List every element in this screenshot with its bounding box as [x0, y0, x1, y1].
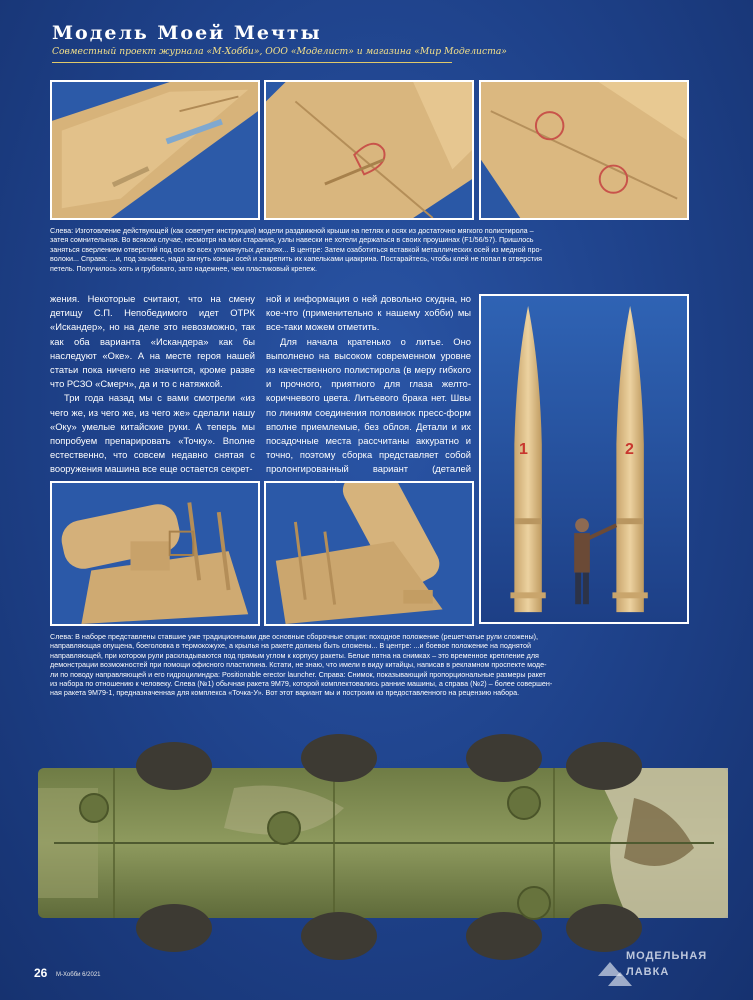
caption-bottom-line-3: направляющей, при котором рули раскладываются под прямым углом к корпусу ракеты. Белые пятна на снимках – это временное крепление для [50, 650, 539, 660]
page-number: 26 [34, 966, 48, 980]
caption-top-line-2: затея сомнительная. Во всяком случае, несмотря на мои старания, узлы навески не хотели держаться в своих проушинах (F1/56/57). Пришлось [50, 235, 534, 245]
body-left-paragraph-2: Три года назад мы с вами смотрели «из чего же, из чего же, из чего же» сделали нашу «Оку» умелые китайские руки. А теперь мы попробуем препарировать «Точку». Вполне естественно, что совсем недавно снятая с вооружения машина все еще остается секрет- [50, 392, 255, 475]
page-title: Модель Моей Мечты [52, 22, 322, 44]
body-column-middle [266, 292, 471, 491]
body-left-paragraph-1: жения. Некоторые считают, что на смену детищу С.П. Непобедимого идет ОТРК «Искандер», но на деле это невозможно, так как оба варианта «Искандера» как бы наследуют «Оке». А на месте героя нашей статьи пока ничего не значится, кроме разве что РСЗО «Смерч», да и то с натяжкой. [50, 293, 255, 390]
photo-top-left [50, 80, 260, 220]
body-mid-paragraph-2: Для начала кратенько о литье. Оно выполнено на высоком современном уровне из качественного полистирола (в меру гибкого и прочного, приятного для глаза желто-коричневого цвета. Литьевого брака нет. Швы по линиям соединения половинок пресс-форм вполне приемлемые, без облоя. Детали и их посадочные места рассчитаны аккуратно и точно, поэтому сборка представляет собой пролонгированный вариант (деталей [266, 335, 471, 475]
photo-top-middle [264, 80, 474, 220]
caption-top [50, 226, 700, 273]
caption-bottom-line-6: из набора по отношению к человеку. Слева (№1) обычная ракета 9М79, которой комплектовались ранние машины, а справа (№2) – более совершен- [50, 679, 553, 689]
body-column-left [50, 292, 255, 477]
caption-top-line-4: волоки... Справа: ...и, под занавес, надо загнуть концы осей и закрепить их капельками циакрина. Постарайтесь, чтобы клей не попал в отверстия [50, 254, 543, 264]
caption-top-line-3: заняться сверлением отверстий под оси во всех упомянутых деталях... В центре: Затем озаботиться вставкой металлических осей из медной про- [50, 244, 542, 254]
shop-watermark-line-2: ЛАВКА [626, 966, 670, 978]
caption-bottom-line-7: ная ракета 9М79-1, предназначенная для комплекса «Точка-У». Вот этот вариант мы и построим из предоставленного на рецензию набора. [50, 688, 520, 698]
page-subtitle: Совместный проект журнала «М-Хобби», ООО «Моделист» и магазина «Мир Моделиста» [52, 46, 507, 57]
caption-bottom-line-5: ли по поводу направляющей и его гидроцилиндра: Positionable erector launcher. Справа: Снимок, показывающий пропорциональные размеры ракет [50, 669, 546, 679]
caption-bottom-line-4: демонстрации возможностей при помощи офисного пластилина. Кстати, не знаю, что имели в виду китайцы, написав в рекламном проспекте моде- [50, 660, 547, 670]
issue-label: М-Хобби 6/2021 [56, 972, 101, 978]
photo-top-right [479, 80, 689, 220]
caption-bottom-line-2: направляющая опущена, боеголовка в термокожухе, а крылья на ракете должны быть сложены... В центре: ...и боевое положение на поднятой [50, 641, 532, 651]
missile-label-2: 2 [625, 441, 634, 458]
photo-missiles [479, 294, 689, 624]
photo-vehicle-underside [34, 728, 736, 960]
body-mid-paragraph-1: ной и информация о ней довольно скудна, но кое-что (применительно к нашему хобби) мы все-таки можем отметить. [266, 293, 471, 333]
caption-top-line-5: петель. Получилось хоть и грубовато, зато надежнее, чем пластиковый крепеж. [50, 263, 318, 273]
missile-label-1: 1 [519, 441, 528, 458]
title-divider [52, 62, 452, 63]
photo-bottom-left [50, 481, 260, 626]
caption-bottom [50, 632, 700, 698]
caption-bottom-line-1: Слева: В наборе представлены ставшие уже традиционными две основные сборочные опции: походное положение (решетчатые рули сложены), [50, 632, 539, 641]
photo-bottom-middle [264, 481, 474, 626]
caption-top-line-1: Слева: Изготовление действующей (как советует инструкция) модели раздвижной крыши на петлях и осях из достаточно мягкого полистирола – [50, 226, 534, 235]
shop-watermark-line-1: МОДЕЛЬНАЯ [626, 950, 708, 962]
